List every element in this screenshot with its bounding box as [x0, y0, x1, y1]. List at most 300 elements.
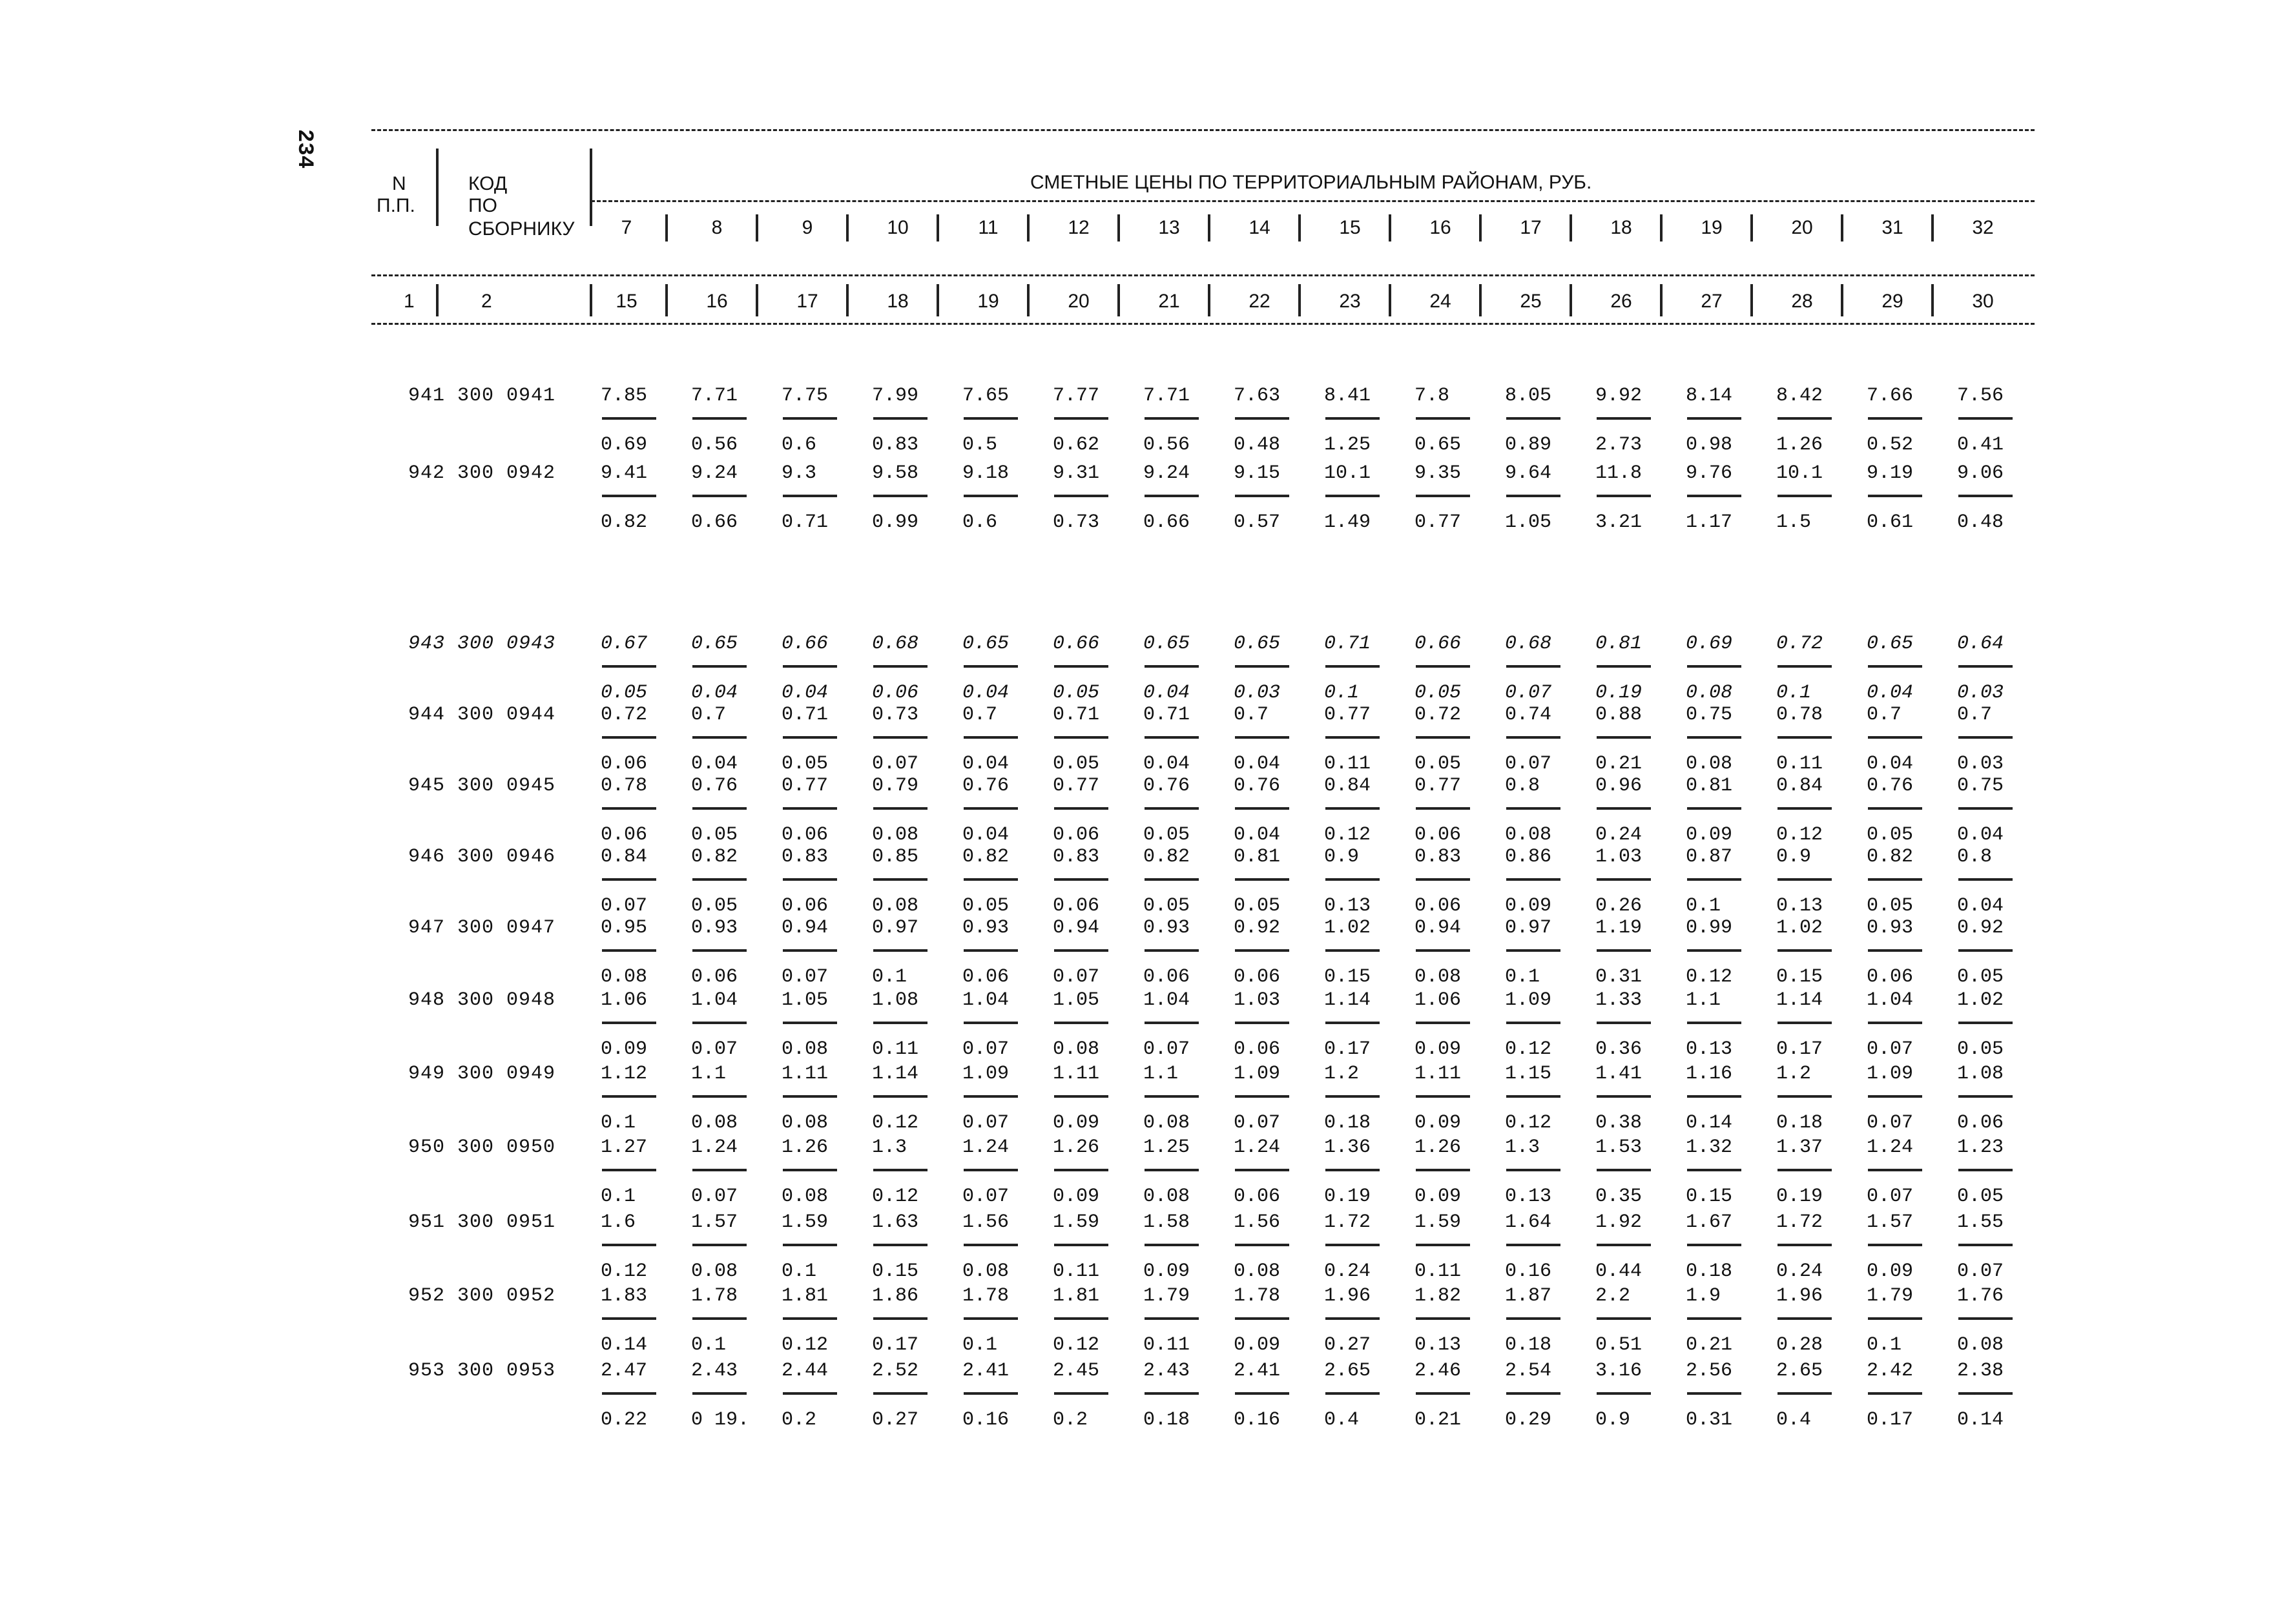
- extra-value: 0.05: [1053, 682, 1100, 704]
- extra-value: 0.51: [1595, 1334, 1643, 1356]
- price-value: 1.79: [1143, 1285, 1190, 1307]
- extra-value: 0.12: [1053, 1334, 1100, 1356]
- extra-value: 0.04: [1867, 682, 1914, 704]
- price-value: 0.66: [782, 633, 829, 655]
- fraction-rule: [1235, 949, 1289, 952]
- price-value: 0.75: [1686, 704, 1733, 726]
- extra-value: 1.17: [1686, 511, 1733, 533]
- price-cell: [782, 633, 865, 705]
- price-cell: [1957, 633, 2041, 705]
- extra-value: 0.17: [872, 1334, 919, 1356]
- price-cell: [1053, 775, 1137, 847]
- extra-value: 0.08: [1686, 682, 1733, 704]
- fraction-rule: [1868, 1169, 1922, 1171]
- extra-value: 0.1: [872, 966, 907, 988]
- extra-value: 0.09: [1686, 824, 1733, 846]
- extra-value: 0.07: [962, 1038, 1010, 1060]
- fraction-rule: [1687, 495, 1741, 497]
- price-cell: [1776, 1285, 1860, 1357]
- extra-value: 0.12: [1505, 1112, 1552, 1134]
- price-cell: [1505, 1063, 1589, 1135]
- header-index-1: 1: [404, 291, 415, 312]
- price-value: 1.09: [1234, 1063, 1281, 1085]
- price-value: 1.76: [1957, 1285, 2004, 1307]
- price-value: 0.83: [1053, 846, 1100, 868]
- extra-value: 0.06: [1234, 1186, 1281, 1208]
- price-value: 0.65: [691, 633, 738, 655]
- fraction-rule: [1868, 665, 1922, 668]
- price-value: 0.76: [962, 775, 1010, 797]
- price-cell: [782, 1211, 865, 1284]
- row-code: 944 300 0944: [408, 704, 555, 726]
- extra-value: 0.18: [1324, 1112, 1371, 1134]
- price-value: 0.77: [1324, 704, 1371, 726]
- fraction-rule: [1868, 495, 1922, 497]
- extra-value: 0.44: [1595, 1260, 1643, 1282]
- extra-value: 0.12: [1505, 1038, 1552, 1060]
- extra-value: 0.08: [782, 1112, 829, 1134]
- price-cell: [1957, 704, 2041, 776]
- row-code: 942 300 0942: [408, 462, 555, 484]
- price-value: 1.15: [1505, 1063, 1552, 1085]
- price-cell: [1324, 633, 1408, 705]
- extra-value: 0.82: [601, 511, 648, 533]
- extra-value: 0.1: [691, 1334, 727, 1356]
- extra-value: 0.83: [872, 434, 919, 456]
- extra-value: 0.07: [962, 1112, 1010, 1134]
- fraction-rule: [1597, 878, 1651, 881]
- header-region-10: 10: [887, 217, 909, 238]
- price-cell: [1595, 989, 1679, 1062]
- extra-value: 0.04: [1143, 682, 1190, 704]
- price-cell: [962, 1360, 1046, 1432]
- fraction-rule: [1416, 1022, 1470, 1024]
- fraction-rule: [1145, 736, 1199, 739]
- price-value: 1.26: [1415, 1136, 1462, 1158]
- price-cell: [1143, 846, 1227, 918]
- fraction-rule: [692, 1392, 747, 1395]
- fraction-rule: [1868, 1317, 1922, 1320]
- extra-value: 0.99: [872, 511, 919, 533]
- extra-value: 0.06: [1053, 895, 1100, 917]
- fraction-rule: [1325, 1095, 1380, 1098]
- fraction-rule: [1235, 1244, 1289, 1246]
- extra-value: 0.6: [782, 434, 817, 456]
- fraction-rule: [783, 665, 837, 668]
- extra-value: 0.09: [1867, 1260, 1914, 1282]
- fraction-rule: [1325, 1392, 1380, 1395]
- price-cell: [1867, 633, 1951, 705]
- price-cell: [1776, 775, 1860, 847]
- price-value: 8.41: [1324, 385, 1371, 407]
- price-cell: [1324, 1063, 1408, 1135]
- extra-value: 0.66: [1143, 511, 1190, 533]
- price-cell: [1143, 385, 1227, 457]
- price-cell: [962, 775, 1046, 847]
- price-cell: [1324, 704, 1408, 776]
- fraction-rule: [1054, 1317, 1108, 1320]
- extra-value: 0.11: [1776, 753, 1823, 775]
- fraction-rule: [1054, 417, 1108, 420]
- fraction-rule: [1597, 1317, 1651, 1320]
- price-cell: [1143, 704, 1227, 776]
- price-cell: [782, 1063, 865, 1135]
- fraction-rule: [1958, 1169, 2013, 1171]
- price-value: 9.31: [1053, 462, 1100, 484]
- header-col-number-30: 30: [1972, 291, 1994, 312]
- price-value: 1.86: [872, 1285, 919, 1307]
- price-cell: [1595, 775, 1679, 847]
- price-value: 0.76: [1234, 775, 1281, 797]
- price-cell: [601, 1063, 685, 1135]
- price-cell: [782, 917, 865, 989]
- extra-value: 0.05: [962, 895, 1010, 917]
- header-col-number-28: 28: [1791, 291, 1813, 312]
- price-cell: [1776, 917, 1860, 989]
- price-value: 0.87: [1686, 846, 1733, 868]
- price-value: 7.85: [601, 385, 648, 407]
- price-value: 1.24: [691, 1136, 738, 1158]
- price-cell: [1415, 1285, 1498, 1357]
- price-cell: [1776, 1360, 1860, 1432]
- price-cell: [1595, 1360, 1679, 1432]
- price-cell: [1686, 704, 1770, 776]
- price-cell: [1143, 775, 1227, 847]
- extra-value: 0.06: [691, 966, 738, 988]
- price-cell: [601, 917, 685, 989]
- price-cell: [962, 462, 1046, 535]
- extra-value: 0.66: [691, 511, 738, 533]
- fraction-rule: [692, 417, 747, 420]
- price-value: 2.65: [1324, 1360, 1371, 1382]
- price-value: 0.7: [1867, 704, 1902, 726]
- price-value: 1.09: [1867, 1063, 1914, 1085]
- price-value: 2.41: [962, 1360, 1010, 1382]
- fraction-rule: [1145, 417, 1199, 420]
- extra-value: 0.26: [1595, 895, 1643, 917]
- price-cell: [1595, 1285, 1679, 1357]
- fraction-rule: [1597, 1169, 1651, 1171]
- price-value: 0.77: [1415, 775, 1462, 797]
- fraction-rule: [1325, 1317, 1380, 1320]
- extra-value: 0.57: [1234, 511, 1281, 533]
- fraction-rule: [1416, 1244, 1470, 1246]
- price-cell: [1686, 846, 1770, 918]
- price-cell: [872, 462, 956, 535]
- price-value: 0.84: [1776, 775, 1823, 797]
- extra-value: 0.09: [1505, 895, 1552, 917]
- price-value: 2.45: [1053, 1360, 1100, 1382]
- fraction-rule: [1687, 736, 1741, 739]
- extra-value: 0.04: [962, 753, 1010, 775]
- fraction-rule: [1506, 1392, 1560, 1395]
- extra-value: 0.14: [1957, 1409, 2004, 1431]
- price-value: 1.33: [1595, 989, 1643, 1011]
- header-region-8: 8: [711, 217, 723, 238]
- extra-value: 0.05: [691, 895, 738, 917]
- fraction-rule: [602, 1317, 656, 1320]
- extra-value: 0.07: [1234, 1112, 1281, 1134]
- price-value: 10.1: [1324, 462, 1371, 484]
- price-value: 10.1: [1776, 462, 1823, 484]
- extra-value: 0.18: [1686, 1260, 1733, 1282]
- price-value: 0.65: [1234, 633, 1281, 655]
- fraction-rule: [1868, 1392, 1922, 1395]
- extra-value: 0.07: [601, 895, 648, 917]
- fraction-rule: [692, 1244, 747, 1246]
- fraction-rule: [1416, 665, 1470, 668]
- fraction-rule: [1145, 1022, 1199, 1024]
- header-col-number-26: 26: [1610, 291, 1632, 312]
- price-cell: [1867, 1285, 1951, 1357]
- fraction-rule: [692, 807, 747, 810]
- price-cell: [1053, 1360, 1137, 1432]
- price-cell: [1867, 1211, 1951, 1284]
- price-value: 0.71: [1053, 704, 1100, 726]
- fraction-rule: [873, 949, 928, 952]
- fraction-rule: [873, 878, 928, 881]
- extra-value: 0.16: [962, 1409, 1010, 1431]
- header-region-32: 32: [1972, 217, 1994, 238]
- price-cell: [1867, 704, 1951, 776]
- header-col-number-21: 21: [1158, 291, 1180, 312]
- price-cell: [782, 1136, 865, 1209]
- fraction-rule: [873, 1022, 928, 1024]
- extra-value: 0.21: [1415, 1409, 1462, 1431]
- fraction-rule: [1235, 878, 1289, 881]
- row-code: 949 300 0949: [408, 1063, 555, 1085]
- price-value: 0.93: [962, 917, 1010, 939]
- fraction-rule: [1958, 1095, 2013, 1098]
- extra-value: 0.15: [872, 1260, 919, 1282]
- row-code: 951 300 0951: [408, 1211, 555, 1233]
- price-value: 0.83: [1415, 846, 1462, 868]
- price-cell: [1776, 704, 1860, 776]
- price-value: 0.83: [782, 846, 829, 868]
- fraction-rule: [1054, 878, 1108, 881]
- price-cell: [1324, 775, 1408, 847]
- price-cell: [962, 1211, 1046, 1284]
- price-cell: [1053, 917, 1137, 989]
- fraction-rule: [1777, 495, 1832, 497]
- extra-value: 0.07: [1053, 966, 1100, 988]
- price-cell: [1957, 385, 2041, 457]
- extra-value: 0.11: [1415, 1260, 1462, 1282]
- fraction-rule: [1958, 665, 2013, 668]
- price-value: 1.3: [872, 1136, 907, 1158]
- fraction-rule: [964, 665, 1018, 668]
- fraction-rule: [873, 495, 928, 497]
- extra-value: 0.29: [1505, 1409, 1552, 1431]
- price-value: 1.57: [1867, 1211, 1914, 1233]
- price-cell: [1776, 846, 1860, 918]
- extra-value: 0.07: [1867, 1038, 1914, 1060]
- price-cell: [691, 1211, 775, 1284]
- price-value: 1.04: [1143, 989, 1190, 1011]
- price-cell: [782, 462, 865, 535]
- fraction-rule: [1506, 949, 1560, 952]
- fraction-rule: [1145, 1317, 1199, 1320]
- extra-value: 0.62: [1053, 434, 1100, 456]
- extra-value: 0.17: [1324, 1038, 1371, 1060]
- price-value: 1.06: [1415, 989, 1462, 1011]
- price-value: 1.06: [601, 989, 648, 1011]
- extra-value: 0.09: [1053, 1112, 1100, 1134]
- extra-value: 0.07: [691, 1038, 738, 1060]
- extra-value: 0.21: [1686, 1334, 1733, 1356]
- header-region-11: 11: [978, 217, 999, 238]
- extra-value: 0.08: [872, 824, 919, 846]
- price-cell: [782, 704, 865, 776]
- fraction-rule: [1777, 1095, 1832, 1098]
- price-cell: [872, 385, 956, 457]
- price-value: 11.8: [1595, 462, 1643, 484]
- price-value: 0.66: [1415, 633, 1462, 655]
- extra-value: 0.03: [1234, 682, 1281, 704]
- extra-value: 0.08: [601, 966, 648, 988]
- fraction-rule: [964, 1317, 1018, 1320]
- price-value: 9.24: [691, 462, 738, 484]
- price-cell: [1595, 1136, 1679, 1209]
- price-value: 1.57: [691, 1211, 738, 1233]
- price-cell: [872, 1136, 956, 1209]
- price-cell: [1415, 1211, 1498, 1284]
- fraction-rule: [1416, 1095, 1470, 1098]
- fraction-rule: [692, 665, 747, 668]
- price-value: 1.81: [782, 1285, 829, 1307]
- price-value: 9.15: [1234, 462, 1281, 484]
- extra-value: 0.19: [1776, 1186, 1823, 1208]
- fraction-rule: [1416, 1317, 1470, 1320]
- fraction-rule: [1777, 1244, 1832, 1246]
- header-code-label-1: КОД: [468, 173, 508, 194]
- price-cell: [1415, 1136, 1498, 1209]
- price-value: 1.53: [1595, 1136, 1643, 1158]
- price-value: 1.96: [1776, 1285, 1823, 1307]
- price-cell: [1415, 462, 1498, 535]
- price-cell: [1776, 989, 1860, 1062]
- fraction-rule: [783, 417, 837, 420]
- header-col-number-20: 20: [1068, 291, 1090, 312]
- price-value: 0.65: [1143, 633, 1190, 655]
- fraction-rule: [1235, 1317, 1289, 1320]
- extra-value: 0.41: [1957, 434, 2004, 456]
- price-cell: [691, 1136, 775, 1209]
- extra-value: 0.07: [1505, 682, 1552, 704]
- price-value: 1.14: [872, 1063, 919, 1085]
- fraction-rule: [602, 949, 656, 952]
- fraction-rule: [692, 878, 747, 881]
- price-cell: [1686, 1211, 1770, 1284]
- price-value: 1.63: [872, 1211, 919, 1233]
- fraction-rule: [1235, 1022, 1289, 1024]
- fraction-rule: [602, 1095, 656, 1098]
- price-cell: [872, 633, 956, 705]
- price-value: 0.92: [1234, 917, 1281, 939]
- price-value: 2.54: [1505, 1360, 1552, 1382]
- fraction-rule: [873, 736, 928, 739]
- fraction-rule: [1506, 417, 1560, 420]
- extra-value: 0.09: [1234, 1334, 1281, 1356]
- price-value: 1.24: [1234, 1136, 1281, 1158]
- fraction-rule: [1958, 878, 2013, 881]
- price-value: 0.7: [691, 704, 727, 726]
- price-cell: [1324, 1136, 1408, 1209]
- extra-value: 0.12: [782, 1334, 829, 1356]
- extra-value: 0.05: [1957, 1038, 2004, 1060]
- extra-value: 1.49: [1324, 511, 1371, 533]
- price-cell: [1505, 1360, 1589, 1432]
- fraction-rule: [692, 1022, 747, 1024]
- fraction-rule: [783, 1317, 837, 1320]
- extra-value: 0.04: [962, 682, 1010, 704]
- extra-value: 0.06: [1053, 824, 1100, 846]
- fraction-rule: [1325, 807, 1380, 810]
- extra-value: 0.04: [1867, 753, 1914, 775]
- price-value: 2.38: [1957, 1360, 2004, 1382]
- row-code: 941 300 0941: [408, 385, 555, 407]
- extra-value: 0.71: [782, 511, 829, 533]
- extra-value: 0.09: [1415, 1186, 1462, 1208]
- extra-value: 1.25: [1324, 434, 1371, 456]
- price-value: 1.08: [872, 989, 919, 1011]
- price-cell: [872, 917, 956, 989]
- fraction-rule: [1506, 807, 1560, 810]
- price-value: 0.82: [1867, 846, 1914, 868]
- extra-value: 0.05: [1234, 895, 1281, 917]
- fraction-rule: [964, 878, 1018, 881]
- price-value: 1.82: [1415, 1285, 1462, 1307]
- extra-value: 0.09: [1415, 1038, 1462, 1060]
- price-value: 1.78: [691, 1285, 738, 1307]
- price-value: 0.94: [782, 917, 829, 939]
- fraction-rule: [1777, 1169, 1832, 1171]
- price-cell: [601, 1285, 685, 1357]
- fraction-rule: [1958, 1317, 2013, 1320]
- extra-value: 2.73: [1595, 434, 1643, 456]
- price-value: 1.9: [1686, 1285, 1721, 1307]
- extra-value: 0.61: [1867, 511, 1914, 533]
- price-value: 0.7: [1234, 704, 1269, 726]
- price-cell: [782, 989, 865, 1062]
- fraction-rule: [1054, 1244, 1108, 1246]
- price-value: 0.97: [872, 917, 919, 939]
- price-cell: [1143, 1360, 1227, 1432]
- fraction-rule: [1325, 665, 1380, 668]
- row-code: 947 300 0947: [408, 917, 555, 939]
- header-col-number-18: 18: [887, 291, 909, 312]
- extra-value: 0.08: [872, 895, 919, 917]
- price-value: 0.7: [962, 704, 998, 726]
- price-cell: [1234, 1285, 1318, 1357]
- header-region-12: 12: [1068, 217, 1090, 238]
- price-value: 1.26: [1053, 1136, 1100, 1158]
- price-value: 1.55: [1957, 1211, 2004, 1233]
- extra-value: 0.05: [1415, 682, 1462, 704]
- price-cell: [962, 1136, 1046, 1209]
- extra-value: 0.07: [691, 1186, 738, 1208]
- price-value: 0.9: [1776, 846, 1812, 868]
- extra-value: 0.05: [1957, 1186, 2004, 1208]
- extra-value: 0.18: [1143, 1409, 1190, 1431]
- extra-value: 0.1: [1324, 682, 1360, 704]
- fraction-rule: [602, 1392, 656, 1395]
- fraction-rule: [602, 878, 656, 881]
- extra-value: 0.9: [1595, 1409, 1631, 1431]
- fraction-rule: [964, 1244, 1018, 1246]
- fraction-rule: [602, 1169, 656, 1171]
- extra-value: 0.13: [1324, 895, 1371, 917]
